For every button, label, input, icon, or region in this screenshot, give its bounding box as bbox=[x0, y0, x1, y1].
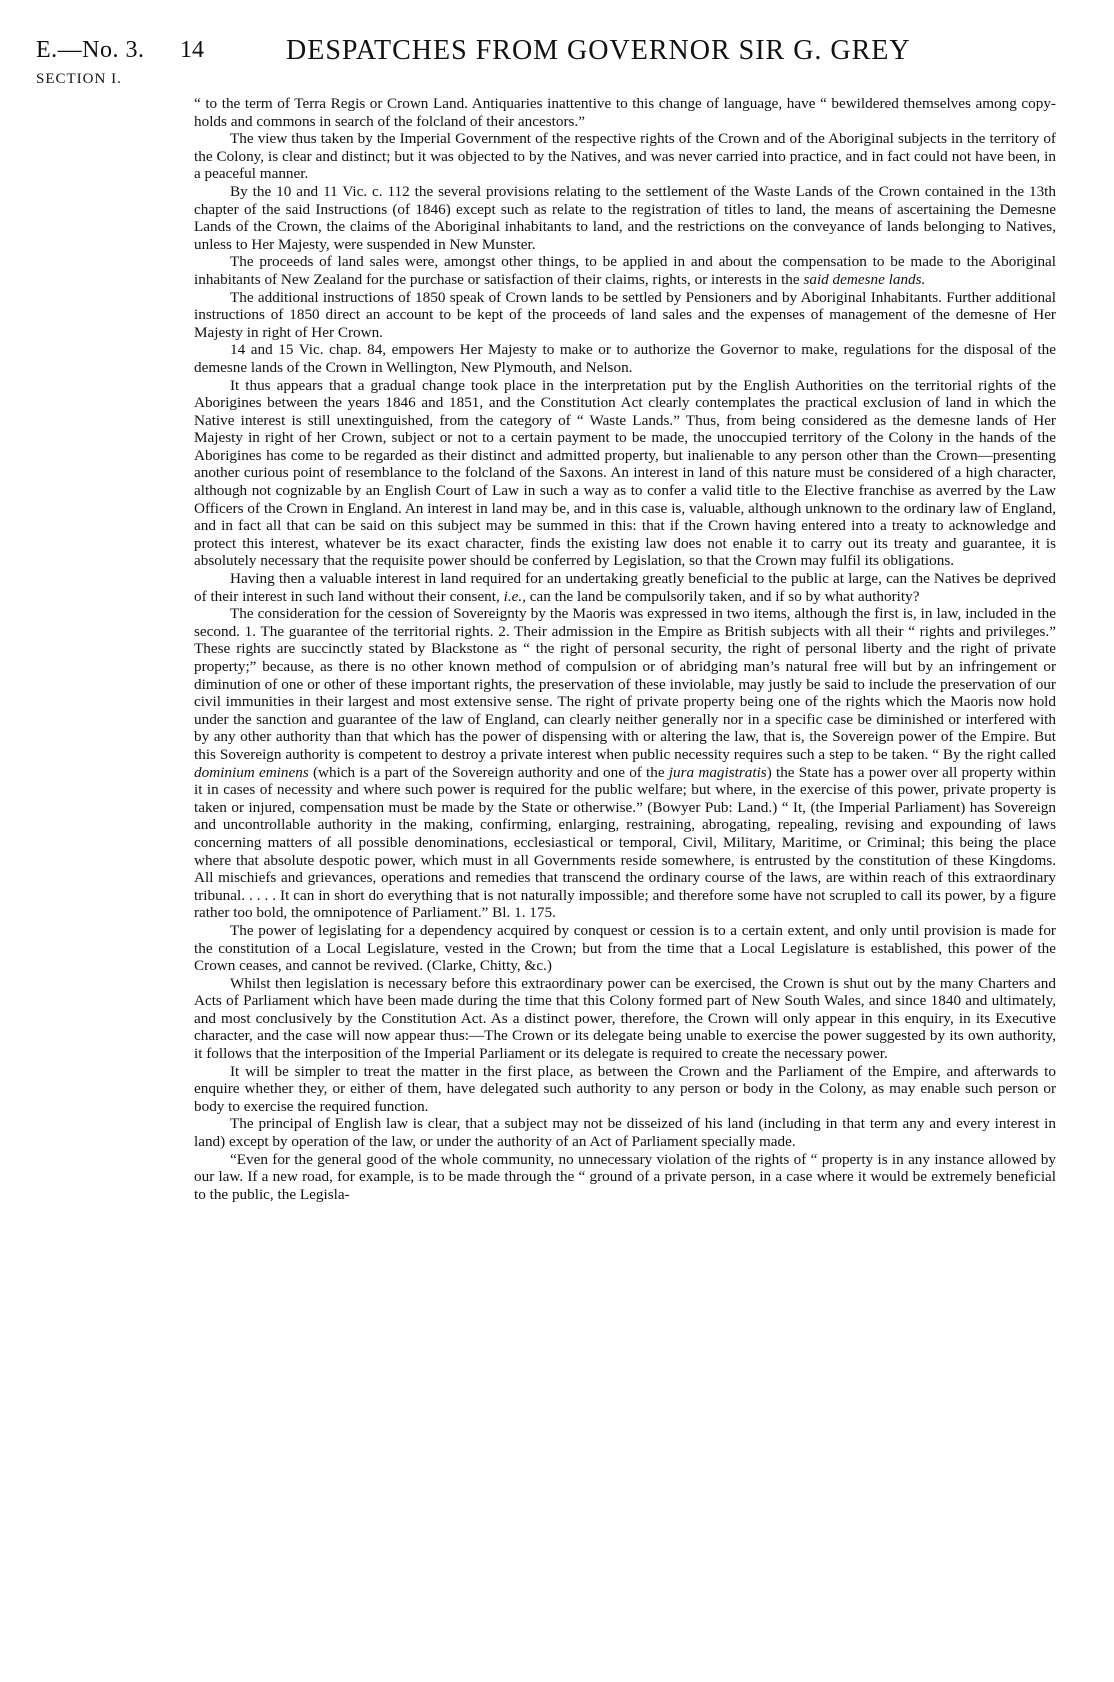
paragraph-text: The consideration for the cession of Sovereignty by the Maoris was expressed in two items, although the first is, in law, included in the second. 1. The guarantee of the territorial rights. 2. Their admission in the Empire as British subjects with all their “ rights and privileges.” These rights are succinctly stated by Blackstone as “ the right of personal security, the right of personal liberty and the right of private property;” because, as there is no other known method of compulsion or of abridging man’s natural free will but by an infringement or diminution of one or other of these important rights, the preservation of these inviolable, may justly be said to include the preservation of our civil immunities in their largest and most extensive sense. The right of private property being one of the rights which the Maoris now hold under the sanction and guarantee of the law of England, can clearly neither generally nor in a specific case be diminished or interfered with by any other authority than that which has the power of dispensing with or altering the law, that is, the Sovereign power of the Empire. But this Sovereign authority is competent to destroy a private interest when public necessity requires such a step to be taken. “ By the right called bbox=[194, 605, 1056, 763]
running-title: DESPATCHES FROM GOVERNOR SIR G. GREY bbox=[286, 35, 911, 66]
paragraph-text: The additional instructions of 1850 speak of Crown lands to be settled by Pensioners and by Aboriginal Inhabitants. Further additional instructions of 1850 direct an account to be kept of the proceeds of land sales and the expenses of management of the demesne of Her Majesty in right of Her Crown. bbox=[194, 288, 1056, 341]
paragraph bbox=[194, 253, 1056, 288]
paragraph-text: Having then a valuable interest in land required for an undertaking greatly beneficial to the public at large, can the Natives be deprived of their interest in such land without their consent, bbox=[194, 570, 1056, 605]
paragraph bbox=[194, 289, 1056, 342]
paragraph-text: ) the State has a power over all property within it in cases of necessity and where such power is required for the public welfare; but where, in the exercise of this power, private property is taken or injured, compensation must be made by the State or otherwise.” (Bowyer Pub: Land.) “ It, (the Imperial Parliament) has Sovereign and uncontrollable authority in the making, confirming, enlarging, restraining, abrogating, repealing, revising and expounding of laws concerning matters of all possible denominations, ecclesiastical or temporal, Civil, Military, Maritime, or Criminal; this being the place where that absolute despotic power, which must in all Governments reside somewhere, is entrusted by the constitution of these Kingdoms. All mischiefs and grievances, operations and remedies that transcend the ordinary course of the laws, are within reach of this extraordinary tribunal. . . . . It can in short do everything that is not naturally impossible; and therefore some have not scrupled to call its power, by a figure rather too bold, the omnipotence of Parliament.” Bl. 1. 175. bbox=[194, 763, 1056, 922]
paragraph-text: The proceeds of land sales were, amongst other things, to be applied in and about the compensation to be made to the Aboriginal inhabitants of New Zealand for the purchase or satisfaction of their claims, rights, or interests in the bbox=[194, 253, 1056, 288]
paragraph-text: By the 10 and 11 Vic. c. 112 the several provisions relating to the settlement of the Waste Lands of the Crown contained in the 13th chapter of the said Instructions (of 1846) except such as relate to the registration of titles to land, the means of ascertaining the Demesne Lands of the Crown, the claims of the Aboriginal inhabitants to land, and the restrictions on the conveyance of lands belonging to Natives, unless to Her Majesty, were suspended in New Munster. bbox=[194, 182, 1056, 253]
italic-text: i.e., bbox=[503, 587, 526, 605]
paragraph-text: “ to the term of Terra Regis or Crown Land. Antiquaries inattentive to this change of language, have “ bewildered themselves among copy-holds and commons in search of the folcland of their ancestors.” bbox=[194, 95, 1056, 130]
paragraph bbox=[194, 922, 1056, 975]
paragraph-text: It will be simpler to treat the matter in the first place, as between the Crown and the Parliament of the Empire, and afterwards to enquire whether they, or either of them, have delegated such authority to any person or body in the Colony, as may enable such person or body to exercise the required function. bbox=[194, 1062, 1056, 1115]
paragraph bbox=[194, 1151, 1056, 1204]
paragraph bbox=[194, 341, 1056, 376]
paragraph bbox=[194, 130, 1056, 183]
italic-text: jura magistratis bbox=[668, 763, 767, 781]
paragraph-text: The principal of English law is clear, that a subject may not be disseized of his land (including in that term any and every interest in land) except by operation of the law, or under the authority of an Act of Parliament specially made. bbox=[194, 1115, 1056, 1151]
paragraph-text: 14 and 15 Vic. chap. 84, empowers Her Majesty to make or to authorize the Governor to make, regulations for the disposal of the demesne lands of the Crown in Wellington, New Plymouth, and Nelson. bbox=[194, 341, 1056, 376]
paragraph bbox=[194, 975, 1056, 1063]
paragraph-text: It thus appears that a gradual change took place in the interpretation put by the English Authorities on the territorial rights of the Aborigines between the years 1846 and 1851, and the Constitution Act clearly contemplates the practical exclusion of land in which the Native interest is still unextinguished, from the category of “ Waste Lands.” Thus, from being considered as the demesne lands of Her Majesty in right of her Crown, subject or not to a certain payment to be made, the unoccupied territory of the Colony in the hands of the Aborigines has come to be regarded as their distinct and admitted property, but inalienable to any person other than the Crown—presenting another curious point of resemblance to the folcland of the Saxons. An interest in land of this nature must be considered of a high character, although not cognizable by an English Court of Law in such a way as to confer a valid title to the Elective franchise as averred by the Law Officers of the Crown in England. An interest in land may be, and in this case is, valuable, although unknown to the ordinary law of England, and in fact all that can be said on this subject may be summed in this: that if the Crown having entered into a treaty to acknowledge and protect this interest, whatever be its exact character, finds the existing law does not enable it to carry out its treaty and guarantee, it is absolutely necessary that the requisite power should be conferred by Legislation, so that the Crown may fulfil its obligations. bbox=[194, 376, 1056, 570]
page-number: 14 bbox=[180, 37, 204, 63]
document-reference: E.—No. 3. bbox=[36, 37, 145, 63]
paragraph bbox=[194, 95, 1056, 130]
section-label: SECTION I. bbox=[36, 71, 122, 87]
header-left bbox=[36, 36, 145, 88]
paragraph-text: The view thus taken by the Imperial Government of the respective rights of the Crown and of the Aboriginal subjects in the territory of the Colony, is clear and distinct; but it was objected to by the Natives, and was never carried into practice, and in fact could not have been, in a peaceful manner. bbox=[194, 130, 1056, 183]
paragraph-text: “Even for the general good of the whole community, no unnecessary violation of the rights of “ property is in any instance allowed by our law. If a new road, for example, is to be made through the “ ground of a private person, in a case where it would be extremely beneficial to the public, the Legisla- bbox=[194, 1150, 1056, 1203]
italic-text: dominium eminens bbox=[194, 763, 309, 781]
paragraph-text: Whilst then legislation is necessary before this extraordinary power can be exercised, the Crown is shut out by the many Charters and Acts of Parliament which have been made during the time that this Colony formed part of New South Wales, and since 1840 and ultimately, and most conclusively by the Constitution Act. As a distinct power, therefore, the Crown will only appear in this enquiry, in its Executive character, and the case will now appear thus:—The Crown or its delegate being unable to exercise the power suggested by its own authority, it follows that the interposition of the Imperial Parliament or its delegate is required to create the necessary power. bbox=[194, 974, 1056, 1063]
paragraph-text: The power of legislating for a dependency acquired by conquest or cession is to a certain extent, and only until provision is made for the constitution of a Local Legislature, vested in the Crown; but from the time that a Local Legislature is established, this power of the Crown ceases, and cannot be revived. (Clarke, Chitty, &c.) bbox=[194, 921, 1056, 975]
paragraph-text: (which is a part of the Sovereign authority and one of the bbox=[308, 763, 669, 781]
paragraph bbox=[194, 570, 1056, 605]
paragraph bbox=[194, 183, 1056, 253]
paragraph bbox=[194, 377, 1056, 571]
paragraph bbox=[194, 1115, 1056, 1150]
paragraph bbox=[194, 605, 1056, 922]
paragraph-text: can the land be compulsorily taken, and if so by what authority? bbox=[525, 587, 920, 605]
body-text bbox=[194, 95, 1056, 1203]
paragraph bbox=[194, 1063, 1056, 1116]
italic-text: said demesne lands. bbox=[803, 270, 926, 288]
